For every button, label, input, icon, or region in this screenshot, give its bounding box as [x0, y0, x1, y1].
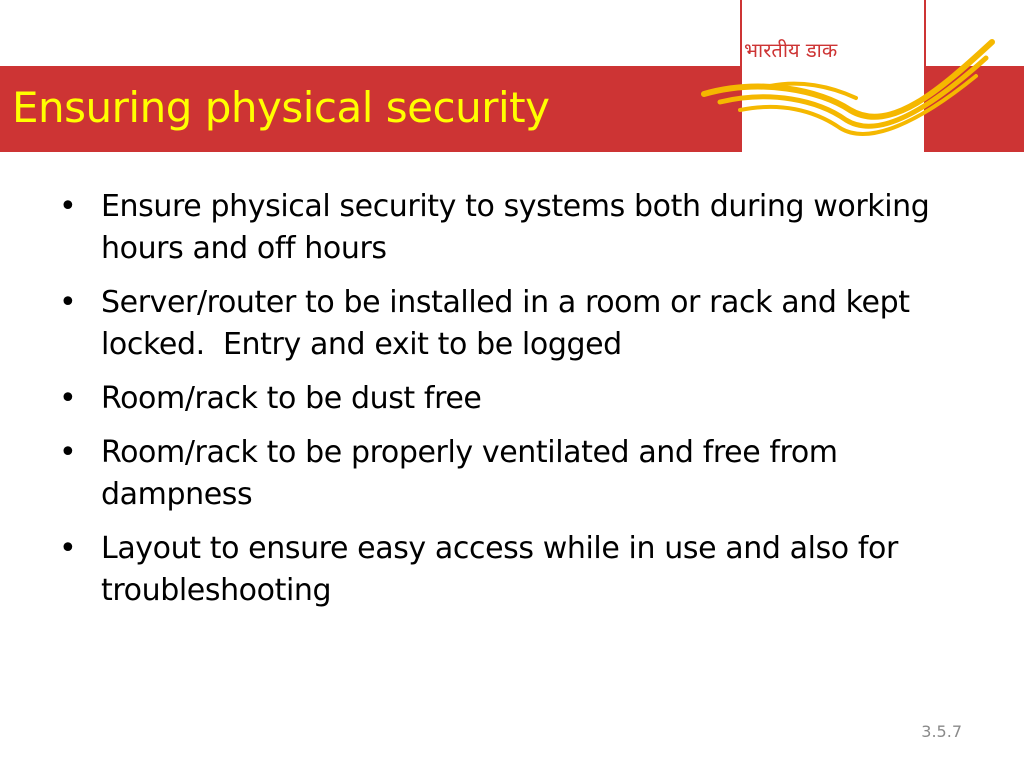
bullet-text: Room/rack to be dust free	[101, 381, 482, 416]
bullet-list	[56, 186, 976, 624]
bullet-item	[56, 528, 976, 612]
bullet-dot-icon: •	[59, 381, 77, 416]
logo-text: भारतीय डाक	[744, 38, 838, 62]
india-post-logo-icon	[700, 30, 1000, 140]
bullet-text: Layout to ensure easy access while in use and also for troubleshooting	[101, 531, 898, 608]
slide-number: 3.5.7	[921, 722, 962, 741]
bullet-item	[56, 186, 976, 270]
bullet-dot-icon: •	[59, 435, 77, 470]
bullet-text: Room/rack to be properly ventilated and free from dampness	[101, 435, 838, 512]
slide-title: Ensuring physical security	[12, 83, 550, 132]
bullet-dot-icon: •	[59, 285, 77, 320]
bullet-item	[56, 282, 976, 366]
bullet-dot-icon: •	[59, 531, 77, 566]
bullet-item	[56, 432, 976, 516]
bullet-text: Server/router to be installed in a room or rack and kept locked. Entry and exit to be logged	[101, 285, 919, 362]
bullet-item	[56, 378, 976, 420]
bullet-text: Ensure physical security to systems both during working hours and off hours	[101, 189, 930, 266]
bullet-dot-icon: •	[59, 189, 77, 224]
